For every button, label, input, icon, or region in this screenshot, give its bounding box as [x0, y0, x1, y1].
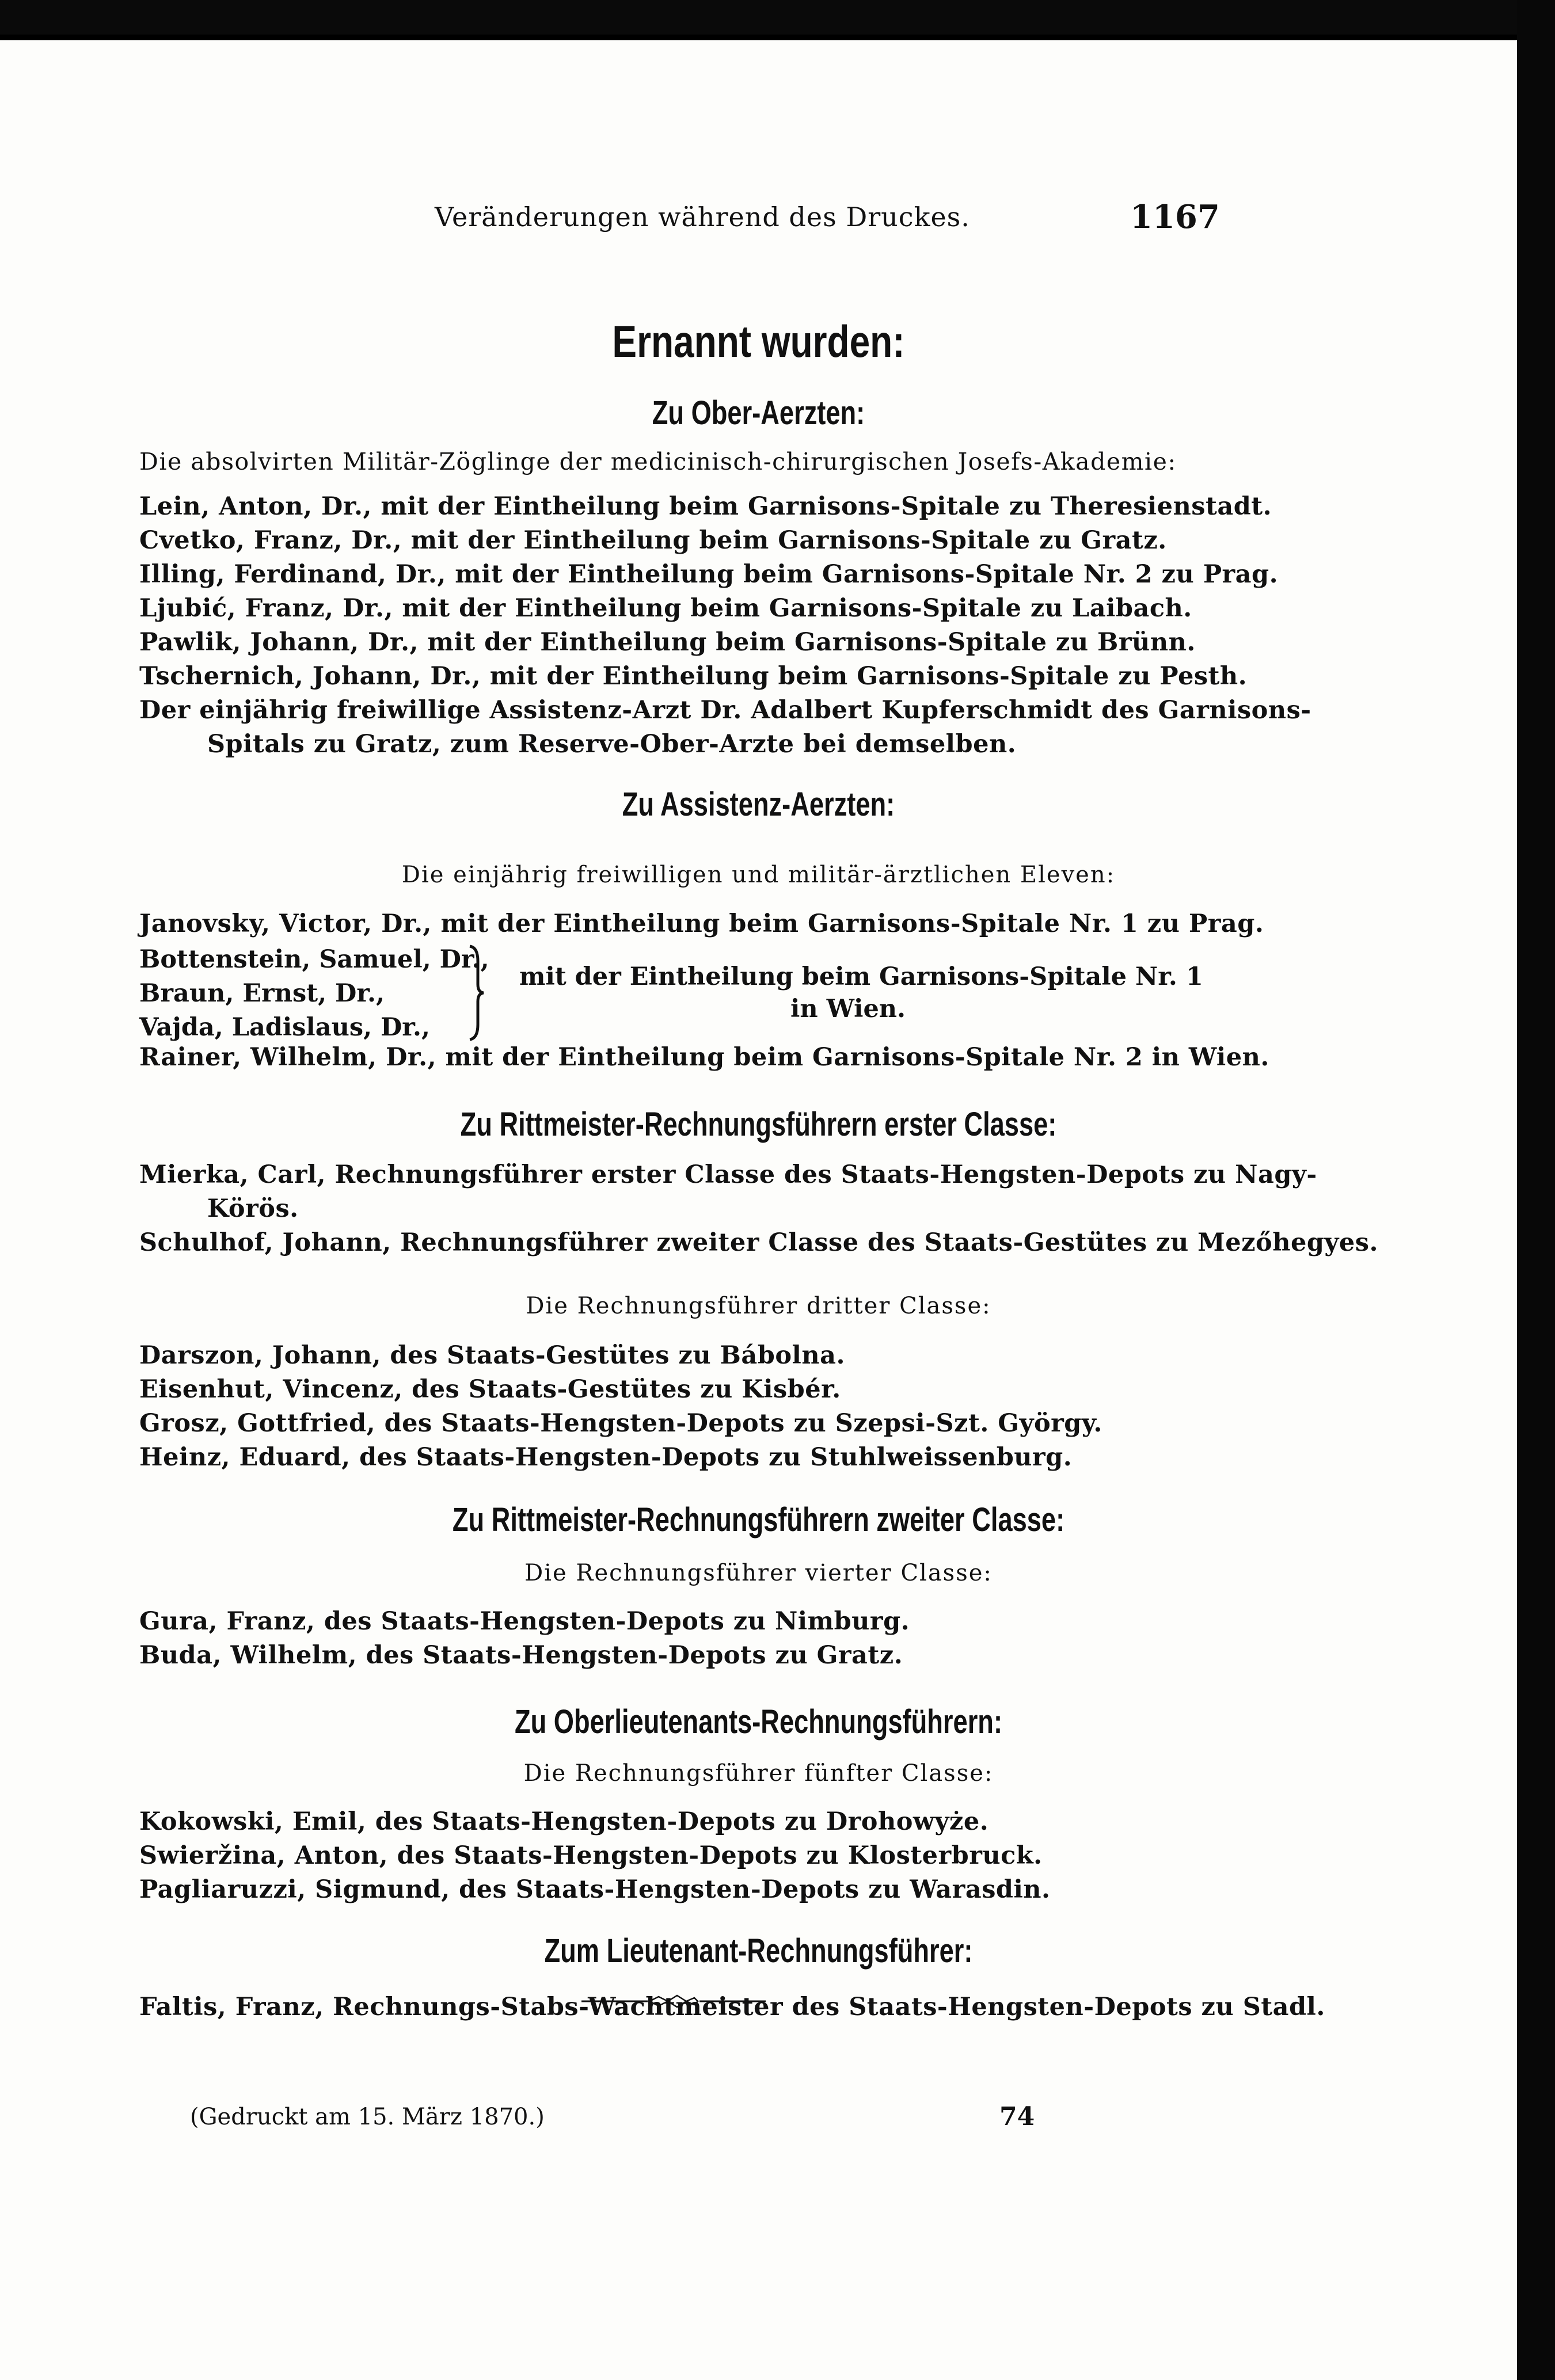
intro-assistenz-aerzte: Die einjährig freiwilligen und militär-ärztlichen Eleven: — [401, 862, 1116, 888]
group-name: Vajda, Ladislaus, Dr., — [139, 1013, 430, 1042]
entry-line: Spitals zu Gratz, zum Reserve-Ober-Arzte bei demselben. — [207, 730, 1017, 759]
section-heading-rittmeister-zweiter: Zu Rittmeister-Rechnungsführern zweiter Classe: — [452, 1501, 1065, 1539]
entry-line: Körös. — [207, 1194, 299, 1223]
print-date: (Gedruckt am 15. März 1870.) — [190, 2104, 545, 2130]
entry-line: Ljubić, Franz, Dr., mit der Eintheilung beim Garnisons-Spitale zu Laibach. — [139, 594, 1192, 623]
page-number: 1167 — [1130, 198, 1220, 236]
section-heading-rittmeister-erster: Zu Rittmeister-Rechnungsführern erster Classe: — [460, 1106, 1057, 1143]
entry-line: Kokowski, Emil, des Staats-Hengsten-Depots zu Drohowyże. — [139, 1807, 989, 1836]
entry-line: Schulhof, Johann, Rechnungsführer zweiter Classe des Staats-Gestütes zu Mezőhegyes. — [139, 1228, 1378, 1257]
subhead-vierter-classe: Die Rechnungsführer vierter Classe: — [524, 1560, 993, 1586]
main-heading: Ernannt wurden: — [612, 316, 905, 367]
entry-line: Janovsky, Victor, Dr., mit der Eintheilung beim Garnisons-Spitale Nr. 1 zu Prag. — [139, 909, 1264, 938]
running-head: Veränderungen während des Druckes. — [435, 201, 970, 233]
entry-line: Faltis, Franz, Rechnungs-Stabs-Wachtmeister des Staats-Hengsten-Depots zu Stadl. — [139, 1993, 1325, 2021]
entry-line: Gura, Franz, des Staats-Hengsten-Depots zu Nimburg. — [139, 1607, 910, 1636]
entry-line: Swieržina, Anton, des Staats-Hengsten-Depots zu Klosterbruck. — [139, 1841, 1043, 1870]
group-name: Bottenstein, Samuel, Dr., — [139, 945, 489, 974]
entry-line: Der einjährig freiwillige Assistenz-Arzt Dr. Adalbert Kupferschmidt des Garnisons- — [139, 696, 1311, 725]
entry-line: Heinz, Eduard, des Staats-Hengsten-Depots zu Stuhlweissenburg. — [139, 1443, 1073, 1472]
entry-line: Cvetko, Franz, Dr., mit der Eintheilung beim Garnisons-Spitale zu Gratz. — [139, 526, 1167, 555]
entry-line: Lein, Anton, Dr., mit der Eintheilung beim Garnisons-Spitale zu Theresienstadt. — [139, 492, 1272, 521]
scan-border-right — [1517, 0, 1555, 2380]
subhead-fuenfter-classe: Die Rechnungsführer fünfter Classe: — [523, 1760, 994, 1787]
group-assignment: mit der Eintheilung beim Garnisons-Spitale Nr. 1 — [519, 962, 1203, 991]
entry-line: Pagliaruzzi, Sigmund, des Staats-Hengsten-Depots zu Warasdin. — [139, 1875, 1051, 1904]
group-assignment-place: in Wien. — [790, 995, 906, 1023]
entry-line: Buda, Wilhelm, des Staats-Hengsten-Depots zu Gratz. — [139, 1641, 903, 1670]
section-heading-lieutenant: Zum Lieutenant-Rechnungsführer: — [544, 1932, 973, 1970]
ornament-divider-icon — [581, 1994, 766, 2008]
subhead-dritter-classe: Die Rechnungsführer dritter Classe: — [526, 1293, 991, 1319]
entry-line: Pawlik, Johann, Dr., mit der Eintheilung beim Garnisons-Spitale zu Brünn. — [139, 628, 1196, 657]
sheet-number: 74 — [999, 2102, 1035, 2131]
entry-line: Darszon, Johann, des Staats-Gestütes zu Bábolna. — [139, 1341, 845, 1370]
entry-line: Eisenhut, Vincenz, des Staats-Gestütes zu Kisbér. — [139, 1375, 841, 1404]
entry-line: Grosz, Gottfried, des Staats-Hengsten-Depots zu Szepsi-Szt. György. — [139, 1409, 1102, 1438]
brace-icon — [467, 944, 485, 1042]
section-heading-ober-aerzte: Zu Ober-Aerzten: — [652, 394, 865, 432]
section-heading-assistenz-aerzte: Zu Assistenz-Aerzten: — [622, 786, 895, 823]
intro-ober-aerzte: Die absolvirten Militär-Zöglinge der medicinisch-chirurgischen Josefs-Akademie: — [139, 448, 1177, 475]
section-heading-oberlieutenants: Zu Oberlieutenants-Rechnungsführern: — [514, 1703, 1003, 1741]
group-name: Braun, Ernst, Dr., — [139, 979, 385, 1008]
entry-line: Mierka, Carl, Rechnungsführer erster Classe des Staats-Hengsten-Depots zu Nagy- — [139, 1160, 1317, 1189]
entry-line: Tschernich, Johann, Dr., mit der Eintheilung beim Garnisons-Spitale zu Pesth. — [139, 662, 1248, 691]
entry-line: Rainer, Wilhelm, Dr., mit der Eintheilung beim Garnisons-Spitale Nr. 2 in Wien. — [139, 1043, 1269, 1072]
scan-border-top — [0, 0, 1555, 35]
entry-line: Illing, Ferdinand, Dr., mit der Eintheilung beim Garnisons-Spitale Nr. 2 zu Prag. — [139, 560, 1279, 589]
